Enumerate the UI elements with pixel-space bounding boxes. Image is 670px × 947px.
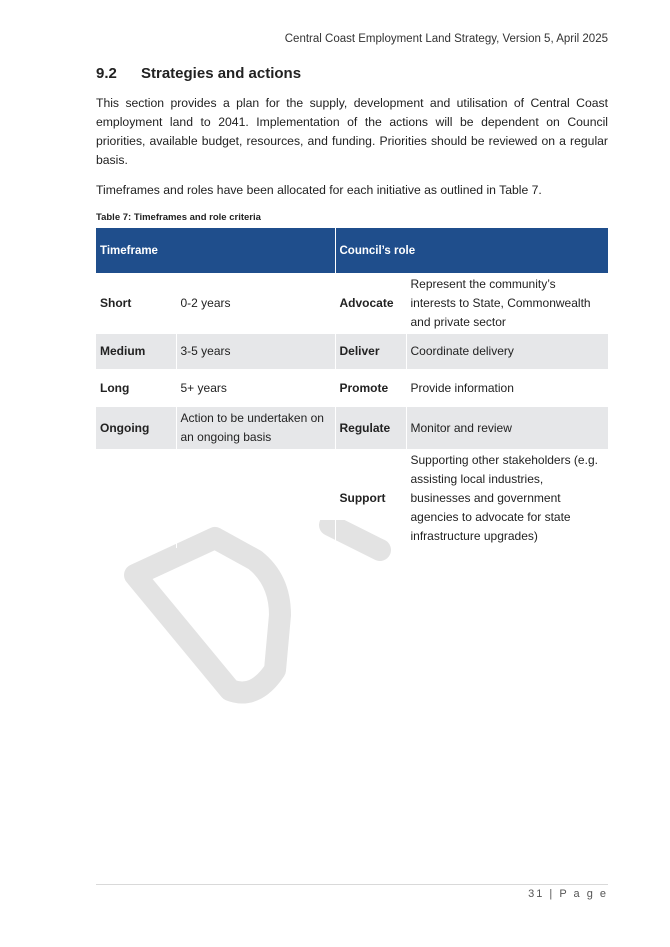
table-caption: Table 7: Timeframes and role criteria [96,212,261,223]
timeframe-cell [96,449,176,548]
timeframe-cell: Long [96,369,176,407]
role-cell: Advocate [335,273,406,334]
role-cell: Support [335,449,406,548]
draft-watermark [105,520,405,710]
page-number: 31 | P a g e [528,888,608,900]
timeframes-roles-table [96,228,609,548]
timeframe-desc-cell: 0-2 years [176,273,335,334]
table-row [96,369,608,407]
timeframe-desc-cell: 5+ years [176,369,335,407]
header-timeframe: Timeframe [96,228,335,273]
role-desc-cell: Coordinate delivery [406,334,608,369]
table-row [96,407,608,449]
timeframe-cell: Medium [96,334,176,369]
timeframe-desc-cell: 3-5 years [176,334,335,369]
role-cell: Regulate [335,407,406,449]
role-desc-cell: Provide information [406,369,608,407]
header-councils-role: Council’s role [335,228,608,273]
intro-paragraph: This section provides a plan for the supply, development and utilisation of Central Coast employment land to 2041. Implementation of the actions will be dependent on Council priorities, available budget, resources, and funding. Priorities should be reviewed on a regular basis. [96,96,608,167]
table-header-row [96,228,608,273]
role-desc-cell: Represent the community’s interests to State, Commonwealth and private sector [406,273,608,334]
timeframe-desc-cell: Action to be undertaken on an ongoing basis [176,407,335,449]
section-heading [96,65,301,82]
section-number: 9.2 [96,65,117,82]
role-desc-cell: Monitor and review [406,407,608,449]
timeframe-cell: Ongoing [96,407,176,449]
role-cell: Deliver [335,334,406,369]
table-row [96,449,608,548]
role-cell: Promote [335,369,406,407]
footer-divider [96,884,608,885]
running-header: Central Coast Employment Land Strategy, Version 5, April 2025 [284,33,608,45]
timeframe-desc-cell [176,449,335,548]
section-title: Strategies and actions [141,65,302,82]
timeframes-paragraph: Timeframes and roles have been allocated for each initiative as outlined in Table 7. [96,183,542,197]
timeframe-cell: Short [96,273,176,334]
table-row [96,273,608,334]
table-row [96,334,608,369]
role-desc-cell: Supporting other stakeholders (e.g. assisting local industries, businesses and government agencies to advocate for state infrastructure upgrades) [406,449,608,548]
